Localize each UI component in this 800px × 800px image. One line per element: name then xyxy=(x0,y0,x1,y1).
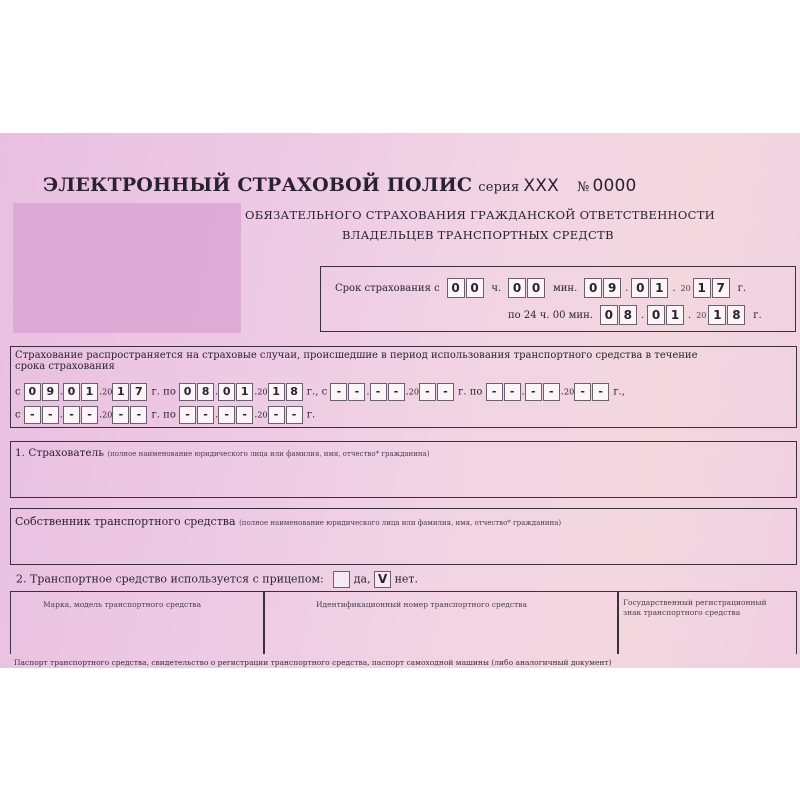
insurer-label: 1. Страхователь xyxy=(15,447,105,459)
insurer-box xyxy=(10,441,797,498)
dash-cell: - xyxy=(504,383,521,401)
dash-cell: - xyxy=(437,383,454,401)
dash-cell: - xyxy=(218,406,235,424)
to-label: по xyxy=(163,409,176,421)
subtitle-line1: ОБЯЗАТЕЛЬНОГО СТРАХОВАНИЯ ГРАЖДАНСКОЙ ОТВЕТСТВЕННОСТИ xyxy=(245,208,715,222)
digit-cell: 1 xyxy=(236,383,253,401)
year-unit: г. xyxy=(613,386,622,398)
owner-note: (полное наименование юридического лица или фамилия, имя, отчество* гражданина) xyxy=(239,519,562,527)
trailer-yes-checkbox[interactable] xyxy=(333,571,350,588)
comma: , xyxy=(315,386,319,398)
dash-cell: - xyxy=(370,383,387,401)
trailer-yes-label: да, xyxy=(353,572,371,586)
dash-cell: - xyxy=(268,406,285,424)
dash-cell: - xyxy=(42,406,59,424)
column-divider xyxy=(617,592,619,654)
digit-cell: 1 xyxy=(81,383,98,401)
owner-label-row xyxy=(15,515,561,528)
year-prefix: 20 xyxy=(102,410,113,420)
vehicle-col-vin: Идентификационный номер транспортного средства xyxy=(316,600,527,609)
year-unit: г. xyxy=(151,409,160,421)
dash-cell: - xyxy=(486,383,503,401)
digit-cell: 0 xyxy=(466,278,484,298)
dash-cell: - xyxy=(574,383,591,401)
year-unit: г. xyxy=(737,282,746,294)
year-prefix: 20 xyxy=(102,387,113,397)
year-prefix: 20 xyxy=(257,410,268,420)
digit-cell: 0 xyxy=(600,305,618,325)
trailer-no-label: нет. xyxy=(394,572,419,586)
dash-cell: - xyxy=(81,406,98,424)
digit-cell: 9 xyxy=(42,383,59,401)
year-prefix: 20 xyxy=(680,283,691,293)
dash-cell: - xyxy=(348,383,365,401)
dash-cell: - xyxy=(179,406,196,424)
dash-cell: - xyxy=(197,406,214,424)
vehicle-col-plate-line2: знак транспортного средства xyxy=(623,608,741,617)
digit-cell: 1 xyxy=(650,278,668,298)
digit-cell: 1 xyxy=(666,305,684,325)
dash-cell: - xyxy=(112,406,129,424)
dash-cell: - xyxy=(592,383,609,401)
year-prefix: 20 xyxy=(563,387,575,397)
digit-cell: 0 xyxy=(447,278,465,298)
digit-cell: 9 xyxy=(603,278,621,298)
digit-cell: 0 xyxy=(527,278,545,298)
hours-unit: ч. xyxy=(491,282,502,294)
year-unit: г. xyxy=(753,309,762,321)
coverage-row-1: с 0 9 . 0 1 .20 1 7 г. по 0 8 . 0 1 .20 1 8 г., с - - . - - .20 - - г. по - - . - - .20 - - г., xyxy=(15,383,625,401)
dash-cell: - xyxy=(543,383,560,401)
from-label: с xyxy=(321,386,328,398)
coverage-row-2: с - - . - - .20 - - г. по - - . - - .20 - - г. xyxy=(15,406,315,424)
series-value: XXX xyxy=(523,176,559,196)
trailer-no-checkbox[interactable]: V xyxy=(374,571,391,588)
digit-cell: 7 xyxy=(712,278,730,298)
year-prefix: 20 xyxy=(257,387,268,397)
digit-cell: 1 xyxy=(708,305,726,325)
digit-cell: 0 xyxy=(179,383,196,401)
vehicle-col-make: Марка, модель транспортного средства xyxy=(43,600,202,609)
year-unit: г. xyxy=(306,386,316,398)
vehicle-box xyxy=(10,591,797,654)
digit-cell: 1 xyxy=(268,383,285,401)
term-from-row: Срок страхования с 0 0 ч. 0 0 мин. 0 9 . 0 1 . 20 1 7 г. xyxy=(331,278,750,298)
digit-cell: 0 xyxy=(631,278,649,298)
year-unit: г. xyxy=(151,386,160,398)
from-label: с xyxy=(15,386,21,398)
bottom-note: Паспорт транспортного средства, свидетельство о регистрации транспортного средства, паспорт самоходной машины (либо аналогичный документ) xyxy=(14,658,612,667)
owner-label: Собственник транспортного средства xyxy=(15,515,236,528)
digit-cell: 0 xyxy=(63,383,80,401)
digit-cell: 0 xyxy=(647,305,665,325)
column-divider xyxy=(263,592,265,654)
number-label: № xyxy=(576,180,590,195)
digit-cell: 0 xyxy=(24,383,41,401)
year-unit: г. xyxy=(458,386,467,398)
series-label: серия xyxy=(478,180,520,195)
to-label: по xyxy=(163,386,176,398)
from-label: с xyxy=(15,409,21,421)
digit-cell: 0 xyxy=(508,278,526,298)
dash-cell: - xyxy=(330,383,347,401)
dash-cell: - xyxy=(388,383,405,401)
digit-cell: 7 xyxy=(130,383,147,401)
digit-cell: 8 xyxy=(619,305,637,325)
minutes-unit: мин. xyxy=(552,282,578,294)
dash-cell: - xyxy=(130,406,147,424)
policy-sheet xyxy=(0,133,800,668)
coverage-box xyxy=(10,346,797,428)
dash-cell: - xyxy=(419,383,436,401)
term-from-label: Срок страхования с xyxy=(335,282,440,294)
dash-cell: - xyxy=(286,406,303,424)
dash-cell: - xyxy=(236,406,253,424)
term-box xyxy=(320,266,796,332)
digit-cell: 0 xyxy=(218,383,235,401)
comma: , xyxy=(621,386,625,398)
to-label: по xyxy=(469,386,483,398)
owner-box xyxy=(10,508,797,565)
trailer-label: 2. Транспортное средство используется с прицепом: xyxy=(16,572,324,586)
digit-cell: 8 xyxy=(286,383,303,401)
dash-cell: - xyxy=(24,406,41,424)
year-prefix: 20 xyxy=(696,310,707,320)
dash-cell: - xyxy=(63,406,80,424)
title-text: ЭЛЕКТРОННЫЙ СТРАХОВОЙ ПОЛИС xyxy=(43,174,473,196)
coverage-text-line1: Страхование распространяется на страховые случаи, происшедшие в период использования транспортного средства в течение xyxy=(15,350,698,361)
digit-cell: 8 xyxy=(727,305,745,325)
digit-cell: 1 xyxy=(693,278,711,298)
digit-cell: 1 xyxy=(112,383,129,401)
subtitle-line2: ВЛАДЕЛЬЦЕВ ТРАНСПОРТНЫХ СРЕДСТВ xyxy=(342,228,614,242)
term-to-label: по 24 ч. 00 мин. xyxy=(508,309,593,321)
year-unit: г. xyxy=(306,409,316,421)
trailer-row xyxy=(16,571,418,588)
insurer-note: (полное наименование юридического лица или фамилия, имя, отчество* гражданина) xyxy=(107,450,430,458)
policy-title xyxy=(43,174,637,196)
vehicle-col-plate-line1: Государственный регистрационный xyxy=(623,598,767,607)
digit-cell: 8 xyxy=(197,383,214,401)
number-value: 0000 xyxy=(592,176,637,196)
insurer-label-row xyxy=(15,447,429,459)
dash-cell: - xyxy=(525,383,542,401)
year-prefix: 20 xyxy=(408,387,419,397)
redacted-block xyxy=(13,203,241,333)
coverage-text-line2: срока страхования xyxy=(15,361,115,372)
term-to-row: по 24 ч. 00 мин. 0 8 . 0 1 . 20 1 8 г. xyxy=(504,305,766,325)
digit-cell: 0 xyxy=(584,278,602,298)
